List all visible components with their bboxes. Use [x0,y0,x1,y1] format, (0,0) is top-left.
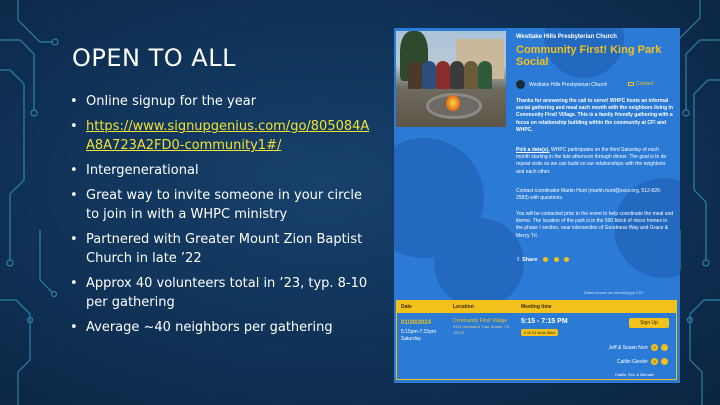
meeting-time: 5:15 - 7:15 PM [521,318,568,325]
person-figure [422,61,436,89]
dates-note: Dates shown as mm/dd/yyyy CST [584,290,645,295]
signup-link[interactable]: https://www.signupgenius.com/go/805084AA8A723A2FD0-community1#/ [86,119,370,153]
bullet-item-link [70,117,370,155]
slot-time [401,329,436,343]
share-label: Share [522,257,538,263]
facebook-icon[interactable] [554,257,559,262]
slot-time-range: 5:15pm-7:15pm [401,329,437,335]
person-figure [408,61,422,89]
bullet-list [70,92,370,343]
background-blob [434,218,524,308]
pick-date-body: WHPC participates on the third Saturday of each month starting in the late afternoon through dinner. The goal is to do repeat visits so we can build on our relationships with the neighbors and each other. [516,147,667,175]
contact-text: Contact coordinator Martin Hunt (martin.hunt@xxxx.org, 512-826-2583) with questions. [516,188,662,202]
header-date: Date [401,304,412,310]
people-group [408,61,494,91]
signup-page-screenshot [394,28,680,383]
location-name: Community First! Village [453,318,508,324]
share-icon: ⇪ [516,257,523,263]
contact-label: Contact [636,81,654,87]
volunteer-avatar [661,358,668,365]
contact-link[interactable] [628,81,653,87]
volunteer-row [617,358,668,365]
header-location: Location [453,304,474,310]
sign-up-button[interactable]: Sign Up [629,318,669,328]
share-row [516,257,636,267]
signup-table [396,300,677,380]
event-photo [396,31,506,127]
slot-date: 01/20/2024 [401,320,432,326]
bullet-item: • Approx 40 volunteers total in ’23, typ. 8-10 per gathering [70,274,370,312]
fire-icon [446,95,460,111]
bullet-item: • Average ~40 neighbors per gathering [70,318,370,337]
header-meeting-time: Meeting time [521,304,552,310]
volunteer-name: Caitlin Giesler [616,358,648,365]
host-name: Westlake Hills Presbyterian Church [529,82,608,88]
table-header [397,301,676,313]
person-figure [464,61,478,89]
pick-date-text [516,147,674,176]
bullet-item: • Great way to invite someone in your circle to join in with a WHPC ministry [70,186,370,224]
pick-date-label: Pick a date(s). [516,147,550,153]
slot-location [453,318,513,336]
mail-icon [628,82,634,86]
person-figure [450,61,464,89]
pinterest-icon[interactable] [543,257,548,262]
slot-weekday: Saturday [401,336,422,342]
org-name: Westlake Hills Presbyterian Church [516,34,617,40]
twitter-icon[interactable] [564,257,569,262]
location-address: 9111 Hoeman's Trail, Austin, TX 78724 [453,324,510,335]
event-title: Community First! King Park Social [516,44,662,68]
volunteer-name: Jeff & Susan Norr [608,344,648,351]
bullet-item: • Online signup for the year [70,92,370,111]
volunteer-row [609,344,668,351]
volunteer-names: Caitlin, Eric & Michael [615,372,654,377]
person-figure [478,61,492,89]
slide-title: OPEN TO ALL [72,44,236,72]
slots-badge: 2 of 14 slots filled [521,329,558,336]
bullet-item: • Intergenerational [70,161,370,180]
bullet-item: • Partnered with Greater Mount Zion Baptist Church in late ’22 [70,230,370,268]
volunteer-count: 3 [651,358,658,365]
volunteer-count: 2 [651,344,658,351]
person-figure [436,61,450,89]
avatar [516,80,525,89]
intro-text: Thanks for answering the call to serve! WHPC hosts an informal social gathering and meal each month with the neighbors living in Community First! Village. This is a family friendly gathering with a focus on relationship building within the community at CF! and WHPC. [516,98,673,133]
location-text: You will be contacted prior to the event to help coordinate the meal and theme. The location of the park is in the 500 block of micro homes in the phase I section, near intersection of Goodness Way and Grace & Mercy Trl. [516,211,674,239]
volunteer-avatar [661,344,668,351]
host-row [516,80,676,90]
